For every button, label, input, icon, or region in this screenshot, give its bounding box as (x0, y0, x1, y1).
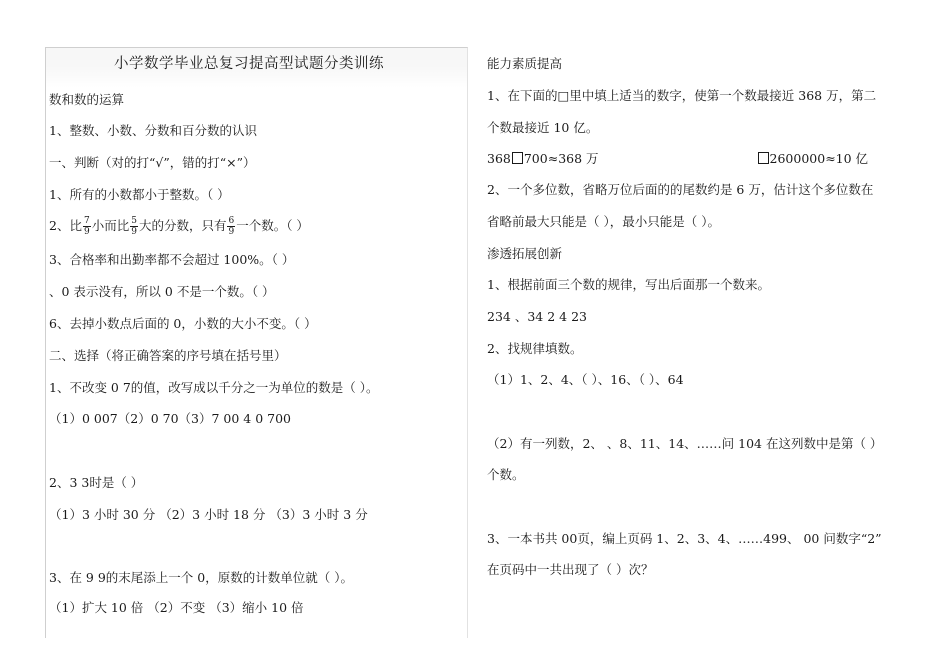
judge-item-1: 1、所有的小数都小于整数。（ ） (49, 187, 230, 202)
pattern-sequence: 234 、34 2 4 23 (487, 309, 587, 324)
judge-item-2 (49, 216, 309, 237)
question-2-line-1: 2、一个多位数，省略万位后面的的尾数约是 6 万，估计这个多位数在 (487, 182, 874, 197)
pattern-2-part-a: （1）1、2、4、（ ）、16、（ ）、64 (487, 372, 684, 387)
judge-item-6: 6、去掉小数点后面的 0，小数的大小不变。（ ） (49, 316, 317, 331)
choice-item-2: 2、3 3时是（ ） (49, 475, 144, 490)
question-1-expressions (487, 151, 868, 167)
judge-item-2-text-d: 一个数。（ ） (236, 218, 309, 233)
extension-heading: 渗透拓展创新 (487, 246, 563, 261)
choice-item-3: 3、在 9 9的末尾添上一个 0，原数的计数单位就（ ）。 (49, 570, 353, 585)
blank-box-icon (758, 152, 769, 164)
pattern-question-2: 2、找规律填数。 (487, 341, 583, 356)
section-heading: 数和数的运算 (49, 92, 125, 107)
pattern-question-1: 1、根据前面三个数的规律，写出后面那一个数来。 (487, 277, 770, 292)
pattern-question-3-line-1: 3、一本书共 00页，编上页码 1、2、3、4、……499、 00 问数字“2” (487, 531, 882, 546)
blank-box-icon (512, 152, 523, 164)
choice-item-3-options: （1）扩大 10 倍 （2）不变 （3）缩小 10 倍 (49, 600, 304, 615)
judge-item-2-text-b: 小而比 (91, 218, 130, 233)
worksheet-title: 小学数学毕业总复习提高型试题分类训练 (114, 56, 384, 72)
judge-item-3: 3、合格率和出勤率都不会超过 100%。（ ） (49, 252, 295, 267)
pattern-2-part-b-line-2: 个数。 (487, 467, 525, 482)
pattern-question-3-line-2: 在页码中一共出现了（ ）次？ (487, 562, 654, 577)
expr-1-prefix: 368 (487, 151, 511, 166)
judge-heading: 一、判断（对的打“√”，错的打“×”） (49, 155, 256, 170)
question-2-line-2: 省略前最大只能是（ ），最小只能是（ ）。 (487, 214, 720, 229)
choice-item-1-options: （1）0 007（2）0 70（3）7 00 4 0 700 (49, 411, 291, 426)
fraction-6-9: $\frac{6}{9}$ (228, 216, 235, 237)
ability-heading: 能力素质提高 (487, 56, 563, 71)
expr-2-suffix: 2600000≈10 亿 (769, 151, 869, 166)
choice-heading: 二、选择（将正确答案的序号填在括号里） (49, 348, 287, 363)
choice-item-2-options: （1）3 小时 30 分 （2）3 小时 18 分 （3）3 小时 3 分 (49, 507, 368, 522)
question-1-line-2: 个数最接近 10 亿。 (487, 120, 599, 135)
expr-1-suffix: 700≈368 万 (523, 151, 599, 166)
pattern-2-part-b-line-1: （2）有一列数，2、 、8、11、14、……问 104 在这列数中是第（ ） (487, 436, 883, 451)
fraction-7-9: $\frac{7}{9}$ (83, 216, 90, 237)
subsection-heading: 1、整数、小数、分数和百分数的认识 (49, 123, 257, 138)
question-1-line-1: 1、在下面的□里中填上适当的数字，使第一个数最接近 368 万，第二 (487, 88, 877, 103)
choice-item-1: 1、不改变 0 7的值，改写成以千分之一为单位的数是（ ）。 (49, 380, 379, 395)
fraction-5-9: $\frac{5}{9}$ (131, 216, 137, 237)
judge-item-2-text-c: 大的分数，只有 (138, 218, 227, 233)
judge-item-4: 、0 表示没有，所以 0 不是一个数。（ ） (49, 284, 275, 299)
judge-item-2-text-a: 2、比 (49, 218, 82, 233)
